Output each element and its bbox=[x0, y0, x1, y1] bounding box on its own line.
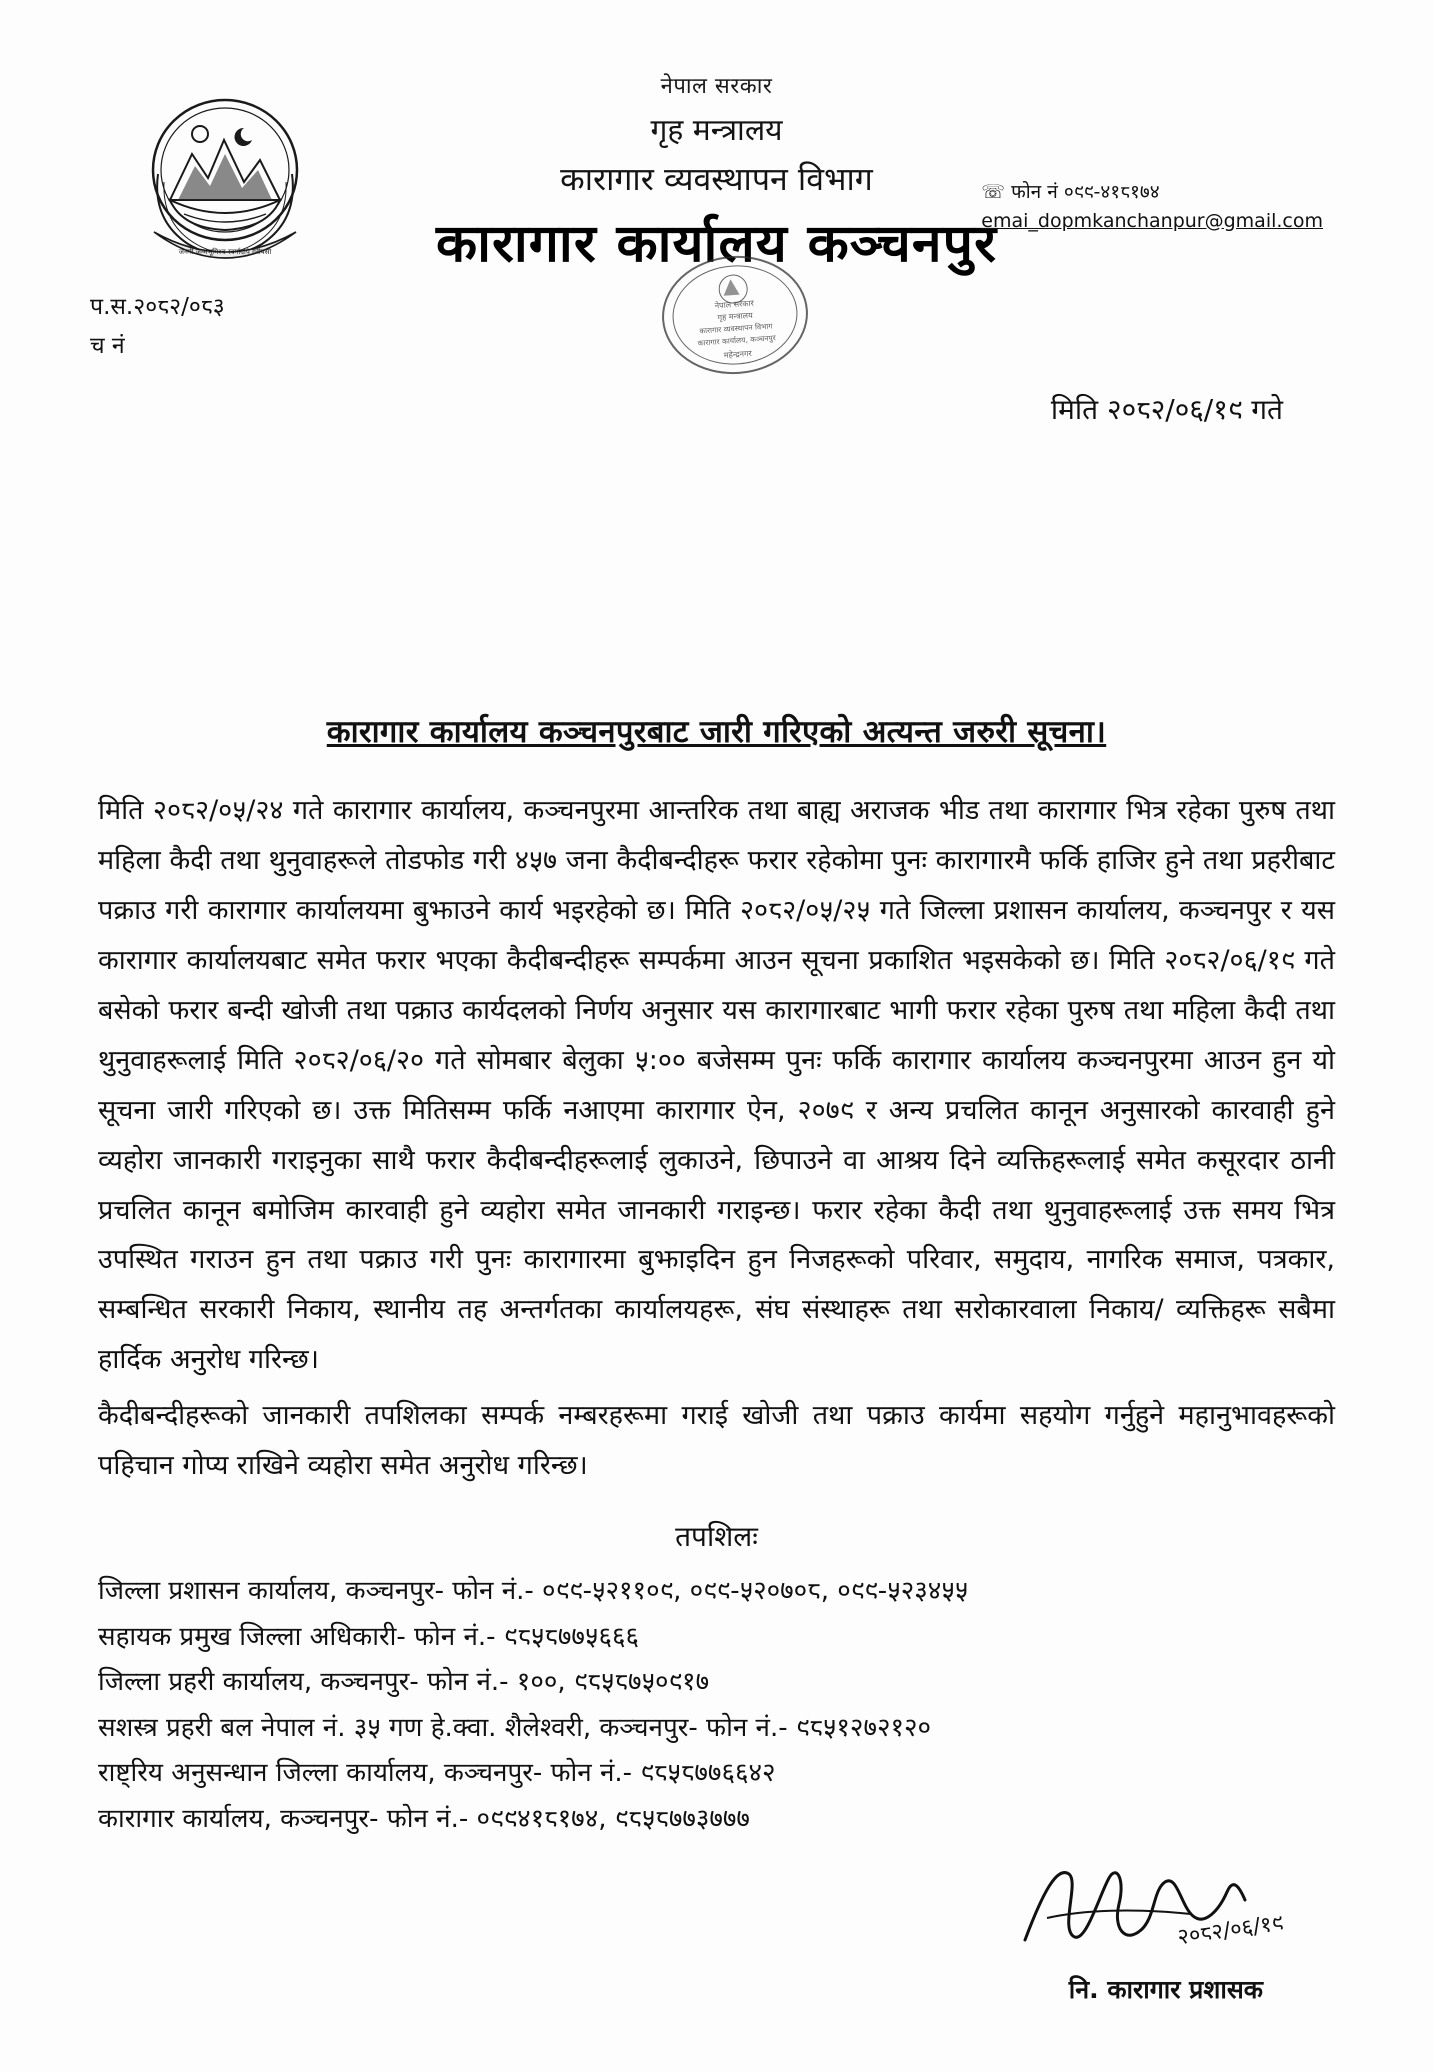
list-item: जिल्ला प्रहरी कार्यालय, कञ्चनपुर- फोन नं.- १००, ९८५८७५०९१७ bbox=[98, 1667, 710, 1698]
list-item: राष्ट्रिय अनुसन्धान जिल्ला कार्यालय, कञ्चनपुर- फोन नं.- ९८५८७७६६४२ bbox=[98, 1758, 776, 1789]
document-date: मिति २०८२/०६/१९ गते bbox=[1050, 393, 1283, 426]
svg-text:नेपाल सरकार: नेपाल सरकार bbox=[714, 298, 755, 311]
office-email[interactable]: emai_dopmkanchanpur@gmail.com bbox=[981, 209, 1323, 232]
svg-text:कारागार कार्यालय, कञ्चनपुर: कारागार कार्यालय, कञ्चनपुर bbox=[697, 333, 777, 348]
list-item: सहायक प्रमुख जिल्ला अधिकारी- फोन नं.- ९८५८७७५६६६ bbox=[98, 1621, 640, 1652]
list-item: कारागार कार्यालय, कञ्चनपुर- फोन नं.- ०९९४१८१७४, ९८५८७७३७७७ bbox=[98, 1803, 750, 1834]
notice-paragraph-1: मिति २०८२/०५/२४ गते कारागार कार्यालय, कञ्चनपुरमा आन्तरिक तथा बाह्य अराजक भीड तथा कारागार भित्र रहेका पुरुष तथा महिला कैदी तथा थुनुवाहरूले तोडफोड गरी ४५७ जना कैदीबन्दीहरू फरार रहेकोमा पुनः कारागारमै फर्कि हाजिर हुने तथा प्रहरीबाट पक्राउ गरी कारागार कार्यालयमा बुझाउने कार्य भइरहेको छ। मिति २०८२/०५/२५ गते जिल्ला प्रशासन कार्यालय, कञ्चनपुर र यस कारागार कार्यालयबाट समेत फरार भएका कैदीबन्दीहरू सम्पर्कमा आउन सूचना प्रकाशित भइसकेको छ। मिति २०८२/०६/१९ गते बसेको फरार बन्दी खोजी तथा पक्राउ कार्यदलको निर्णय अनुसार यस कारागारबाट भागी फरार रहेका पुरुष तथा महिला कैदी तथा थुनुवाहरूलाई मिति २०८२/०६/२० गते सोमबार बेलुका ५:०० बजेसम्म पुनः फर्कि कारागार कार्यालय कञ्चनपुरमा आउन हुन यो सूचना जारी गरिएको छ। उक्त मितिसम्म फर्कि नआएमा कारागार ऐन, २०७९ र अन्य प्रचलित कानून अनुसारको कारवाही हुने व्यहोरा जानकारी गराइनुका साथै फरार कैदीबन्दीहरूलाई लुकाउने, छिपाउने वा आश्रय दिने व्यक्तिहरूलाई समेत कसूरदार ठानी प्रचलित कानून बमोजिम कारवाही हुने व्यहोरा समेत जानकारी गराइन्छ। फरार रहेका कैदी तथा थुनुवाहरूलाई उक्त समय भित्र उपस्थित गराउन हुन तथा पक्राउ गरी पुनः कारागारमा बुझाइदिन हुन निजहरूको परिवार, समुदाय, नागरिक समाज, पत्रकार, सम्बन्धित सरकारी निकाय, स्थानीय तह अन्तर्गतका कार्यालयहरू, संघ संस्थाहरू तथा सरोकारवाला निकाय/ व्यक्तिहरू सबैमा हार्दिक अनुरोध गरिन्छ। bbox=[98, 795, 1335, 1376]
notice-title: कारागार कार्यालय कञ्चनपुरबाट जारी गरिएको अत्यन्त जरुरी सूचना। bbox=[326, 714, 1107, 750]
government-name: नेपाल सरकार bbox=[660, 74, 773, 99]
svg-text:कारागार व्यवस्थापन विभाग: कारागार व्यवस्थापन विभाग bbox=[699, 321, 773, 336]
list-item: जिल्ला प्रशासन कार्यालय, कञ्चनपुर- फोन नं.- ०९९-५२११०९, ०९९-५२०७०८, ०९९-५२३४५५ bbox=[98, 1576, 969, 1607]
signature-date: २०८२/०६/१९ bbox=[1175, 1910, 1285, 1951]
document-body bbox=[90, 710, 1343, 2032]
signatory-designation: नि. कारागार प्रशासक bbox=[1068, 1975, 1263, 2005]
department-name: कारागार व्यवस्थापन विभाग bbox=[560, 160, 873, 198]
svg-text:जननी जन्मभूमिश्च स्वर्गादपि गर: जननी जन्मभूमिश्च स्वर्गादपि गरीयसी bbox=[178, 248, 272, 256]
office-name: कारागार कार्यालय कञ्चनपुर bbox=[435, 213, 998, 274]
reference-number: प.स.२०८२/०८३ bbox=[90, 294, 225, 320]
ministry-name: गृह मन्त्रालय bbox=[650, 113, 783, 148]
tapasil-heading: तपशिलः bbox=[675, 1520, 758, 1554]
reference-block bbox=[90, 288, 225, 366]
document-header bbox=[90, 60, 1343, 426]
header-contact-block bbox=[981, 178, 1323, 235]
office-phone: ☏ फोन नं ०९९-४१८१७४ bbox=[981, 181, 1160, 203]
official-round-stamp bbox=[625, 238, 844, 392]
contact-list bbox=[90, 1569, 1343, 1842]
list-item: सशस्त्र प्रहरी बल नेपाल नं. ३५ गण हे.क्वा. शैलेश्वरी, कञ्चनपुर- फोन नं.- ९८५१२७२१२० bbox=[98, 1712, 932, 1743]
svg-text:गृह मन्त्रालय: गृह मन्त्रालय bbox=[717, 310, 753, 323]
chalani-number: च नं bbox=[90, 333, 125, 360]
svg-text:महेन्द्रनगर: महेन्द्रनगर bbox=[723, 348, 753, 360]
signature-area bbox=[90, 1852, 1343, 2032]
notice-paragraph-2: कैदीबन्दीहरूको जानकारी तपशिलका सम्पर्क नम्बरहरूमा गराई खोजी तथा पक्राउ कार्यमा सहयोग गर्नुहुने महानुभावहरूको पहिचान गोप्य राखिने व्यहोरा समेत अनुरोध गरिन्छ। bbox=[98, 1400, 1335, 1482]
